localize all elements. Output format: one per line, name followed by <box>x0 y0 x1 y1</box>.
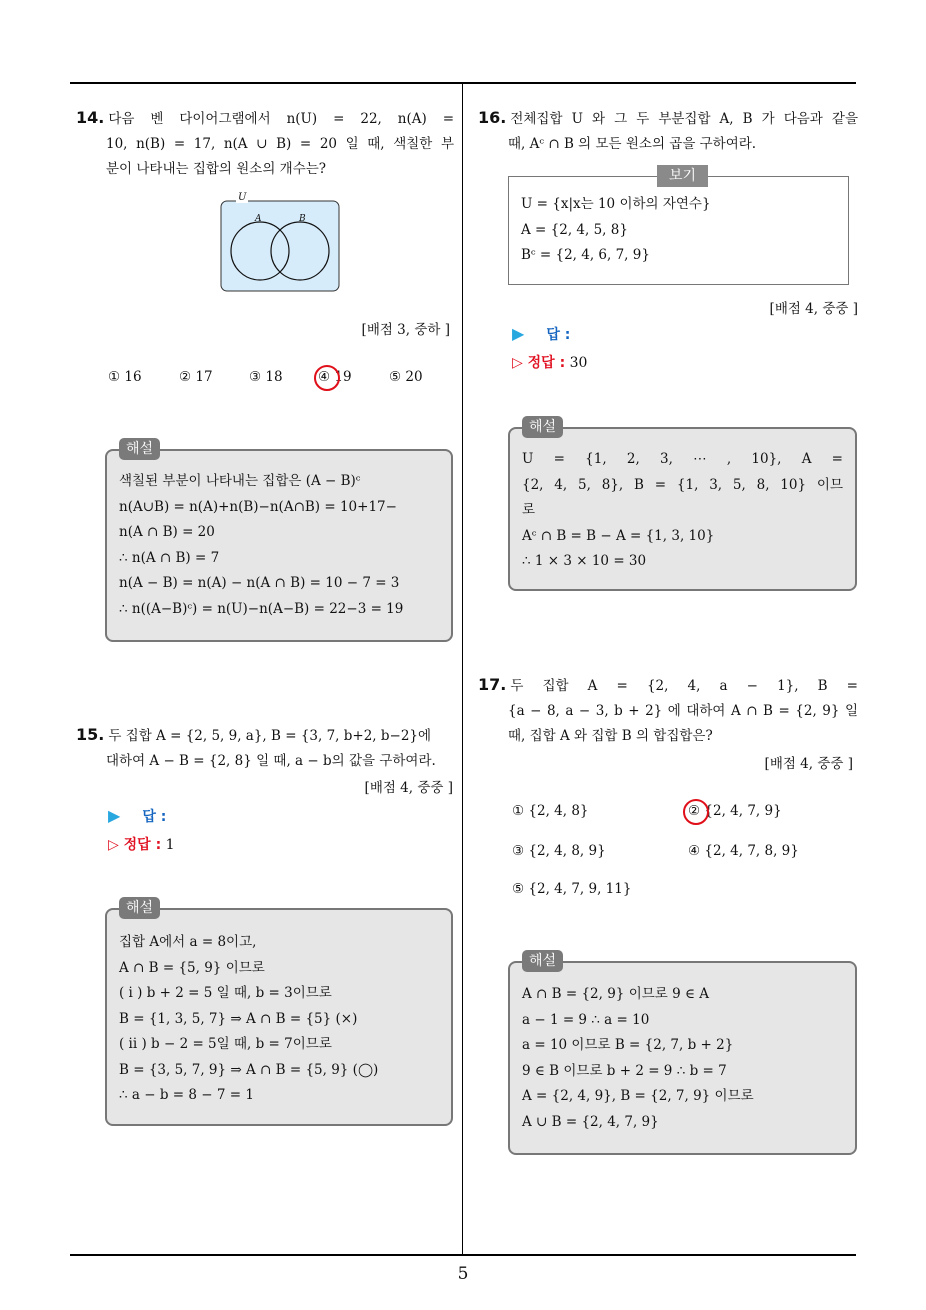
q17-choice-5[interactable]: ⑤ {2, 4, 7, 9, 11} <box>512 881 632 897</box>
bottom-rule <box>70 1254 856 1256</box>
q17-choice-2[interactable]: ② {2, 4, 7, 9} <box>688 803 782 819</box>
venn-u-label: U <box>238 192 247 203</box>
q17-explanation-tag: 해설 <box>522 950 563 972</box>
q17-text: 17. 두 집합 A = {2, 4, a − 1}, B = {a − 8, a − 3, b + 2} 에 대하여 A ∩ B = {2, 9} 일 때, 집합 A 와 집합 B 의 합집합은? <box>478 675 858 744</box>
q14-choice-3[interactable]: ③ 18 <box>249 369 283 385</box>
q15-text: 15. 두 집합 A = {2, 5, 9, a}, B = {3, 7, b+2, b−2}에 대하여 A − B = {2, 8} 일 때, a − b의 값을 구하여라. <box>76 725 436 769</box>
q14-choice-2[interactable]: ② 17 <box>179 369 213 385</box>
venn-b-label: B <box>299 214 306 224</box>
q14-selected-mark <box>314 365 340 391</box>
q16-given-box: 보기 U = {x|x는 10 이하의 자연수} A = {2, 4, 5, 8} Bᶜ = {2, 4, 6, 7, 9} <box>508 176 849 285</box>
q17-choice-1[interactable]: ① {2, 4, 8} <box>512 803 589 819</box>
q15-answer: ▶ 답 : <box>108 806 167 825</box>
q17-number: 17. <box>478 675 507 694</box>
q14-explanation-tag: 해설 <box>119 438 160 460</box>
q15-correct: ▷ 정답 : 1 <box>108 837 175 853</box>
q14-explanation: 해설 색칠된 부분이 나타내는 집합은 (A − B)ᶜ n(A∪B) = n(A)+n(B)−n(A∩B) = 10+17− n(A ∩ B) = 20 ∴ n(A ∩ B) = 7 n(A − B) = n(A) − n(A ∩ B) = 10 − 7 = 3 ∴ n((A−B)ᶜ) = n(U)−n(A−B) = 22−3 = 19 <box>105 449 453 642</box>
q16-answer: ▶ 답 : <box>512 324 571 343</box>
q16-text: 16. 전체집합 U 와 그 두 부분집합 A, B 가 다음과 같을 때, Aᶜ ∩ B 의 모든 원소의 곱을 구하여라. <box>478 108 858 152</box>
q16-score: [배점 4, 중중 ] <box>769 301 858 317</box>
q14-choice-5[interactable]: ⑤ 20 <box>389 369 423 385</box>
q17-score: [배점 4, 중중 ] <box>764 756 853 772</box>
q16-explanation: 해설 U = {1, 2, 3, ⋯ , 10}, A = {2, 4, 5, 8}, B = {1, 3, 5, 8, 10} 이므 로 Aᶜ ∩ B = B − A = {1, 3, 10} ∴ 1 × 3 × 10 = 30 <box>508 427 857 591</box>
q17-explanation: 해설 A ∩ B = {2, 9} 이므로 9 ∈ A a − 1 = 9 ∴ a = 10 a = 10 이므로 B = {2, 7, b + 2} 9 ∈ B 이므로 b + 2 = 9 ∴ b = 7 A = {2, 4, 9}, B = {2, 7, 9} 이므로 A ∪ B = {2, 4, 7, 9} <box>508 961 857 1155</box>
q14-choice-4[interactable]: ④ 19 <box>318 369 352 385</box>
q15-correct-value: 1 <box>165 837 175 853</box>
q14-text: 14. 다음 벤 다이어그램에서 n(U) = 22, n(A) = 10, n(B) = 17, n(A ∪ B) = 20 일 때, 색칠한 부 분이 나타내는 집합의 원소의 개수는? <box>76 108 454 177</box>
q16-number: 16. <box>478 108 507 127</box>
q16-correct-value: 30 <box>569 355 588 371</box>
q14-number: 14. <box>76 108 105 127</box>
q14-score: [배점 3, 중하 ] <box>361 322 450 338</box>
page-number: 5 <box>457 1264 469 1284</box>
q14-choice-1[interactable]: ① 16 <box>108 369 142 385</box>
q15-explanation-tag: 해설 <box>119 897 160 919</box>
q17-selected-mark <box>683 799 709 825</box>
q15-number: 15. <box>76 725 105 744</box>
venn-diagram <box>220 192 340 292</box>
q15-answer-icon: ▶ <box>108 806 121 825</box>
venn-a-label: A <box>255 214 262 224</box>
column-divider <box>462 83 463 1255</box>
q16-correct: ▷ 정답 : 30 <box>512 355 588 371</box>
q17-choice-4[interactable]: ④ {2, 4, 7, 8, 9} <box>688 843 799 859</box>
q16-box-tag: 보기 <box>657 165 708 187</box>
q17-choice-3[interactable]: ③ {2, 4, 8, 9} <box>512 843 606 859</box>
top-rule <box>70 82 856 84</box>
q15-score: [배점 4, 중중 ] <box>364 780 453 796</box>
q15-explanation: 해설 집합 A에서 a = 8이고, A ∩ B = {5, 9} 이므로 ( i ) b + 2 = 5 일 때, b = 3이므로 B = {1, 3, 5, 7} ⇒ A ∩ B = {5} (×) ( ii ) b − 2 = 5일 때, b = 7이므로 B = {3, 5, 7, 9} ⇒ A ∩ B = {5, 9} (◯) ∴ a − b = 8 − 7 = 1 <box>105 908 453 1126</box>
q16-answer-icon: ▶ <box>512 324 525 343</box>
q16-explanation-tag: 해설 <box>522 416 563 438</box>
